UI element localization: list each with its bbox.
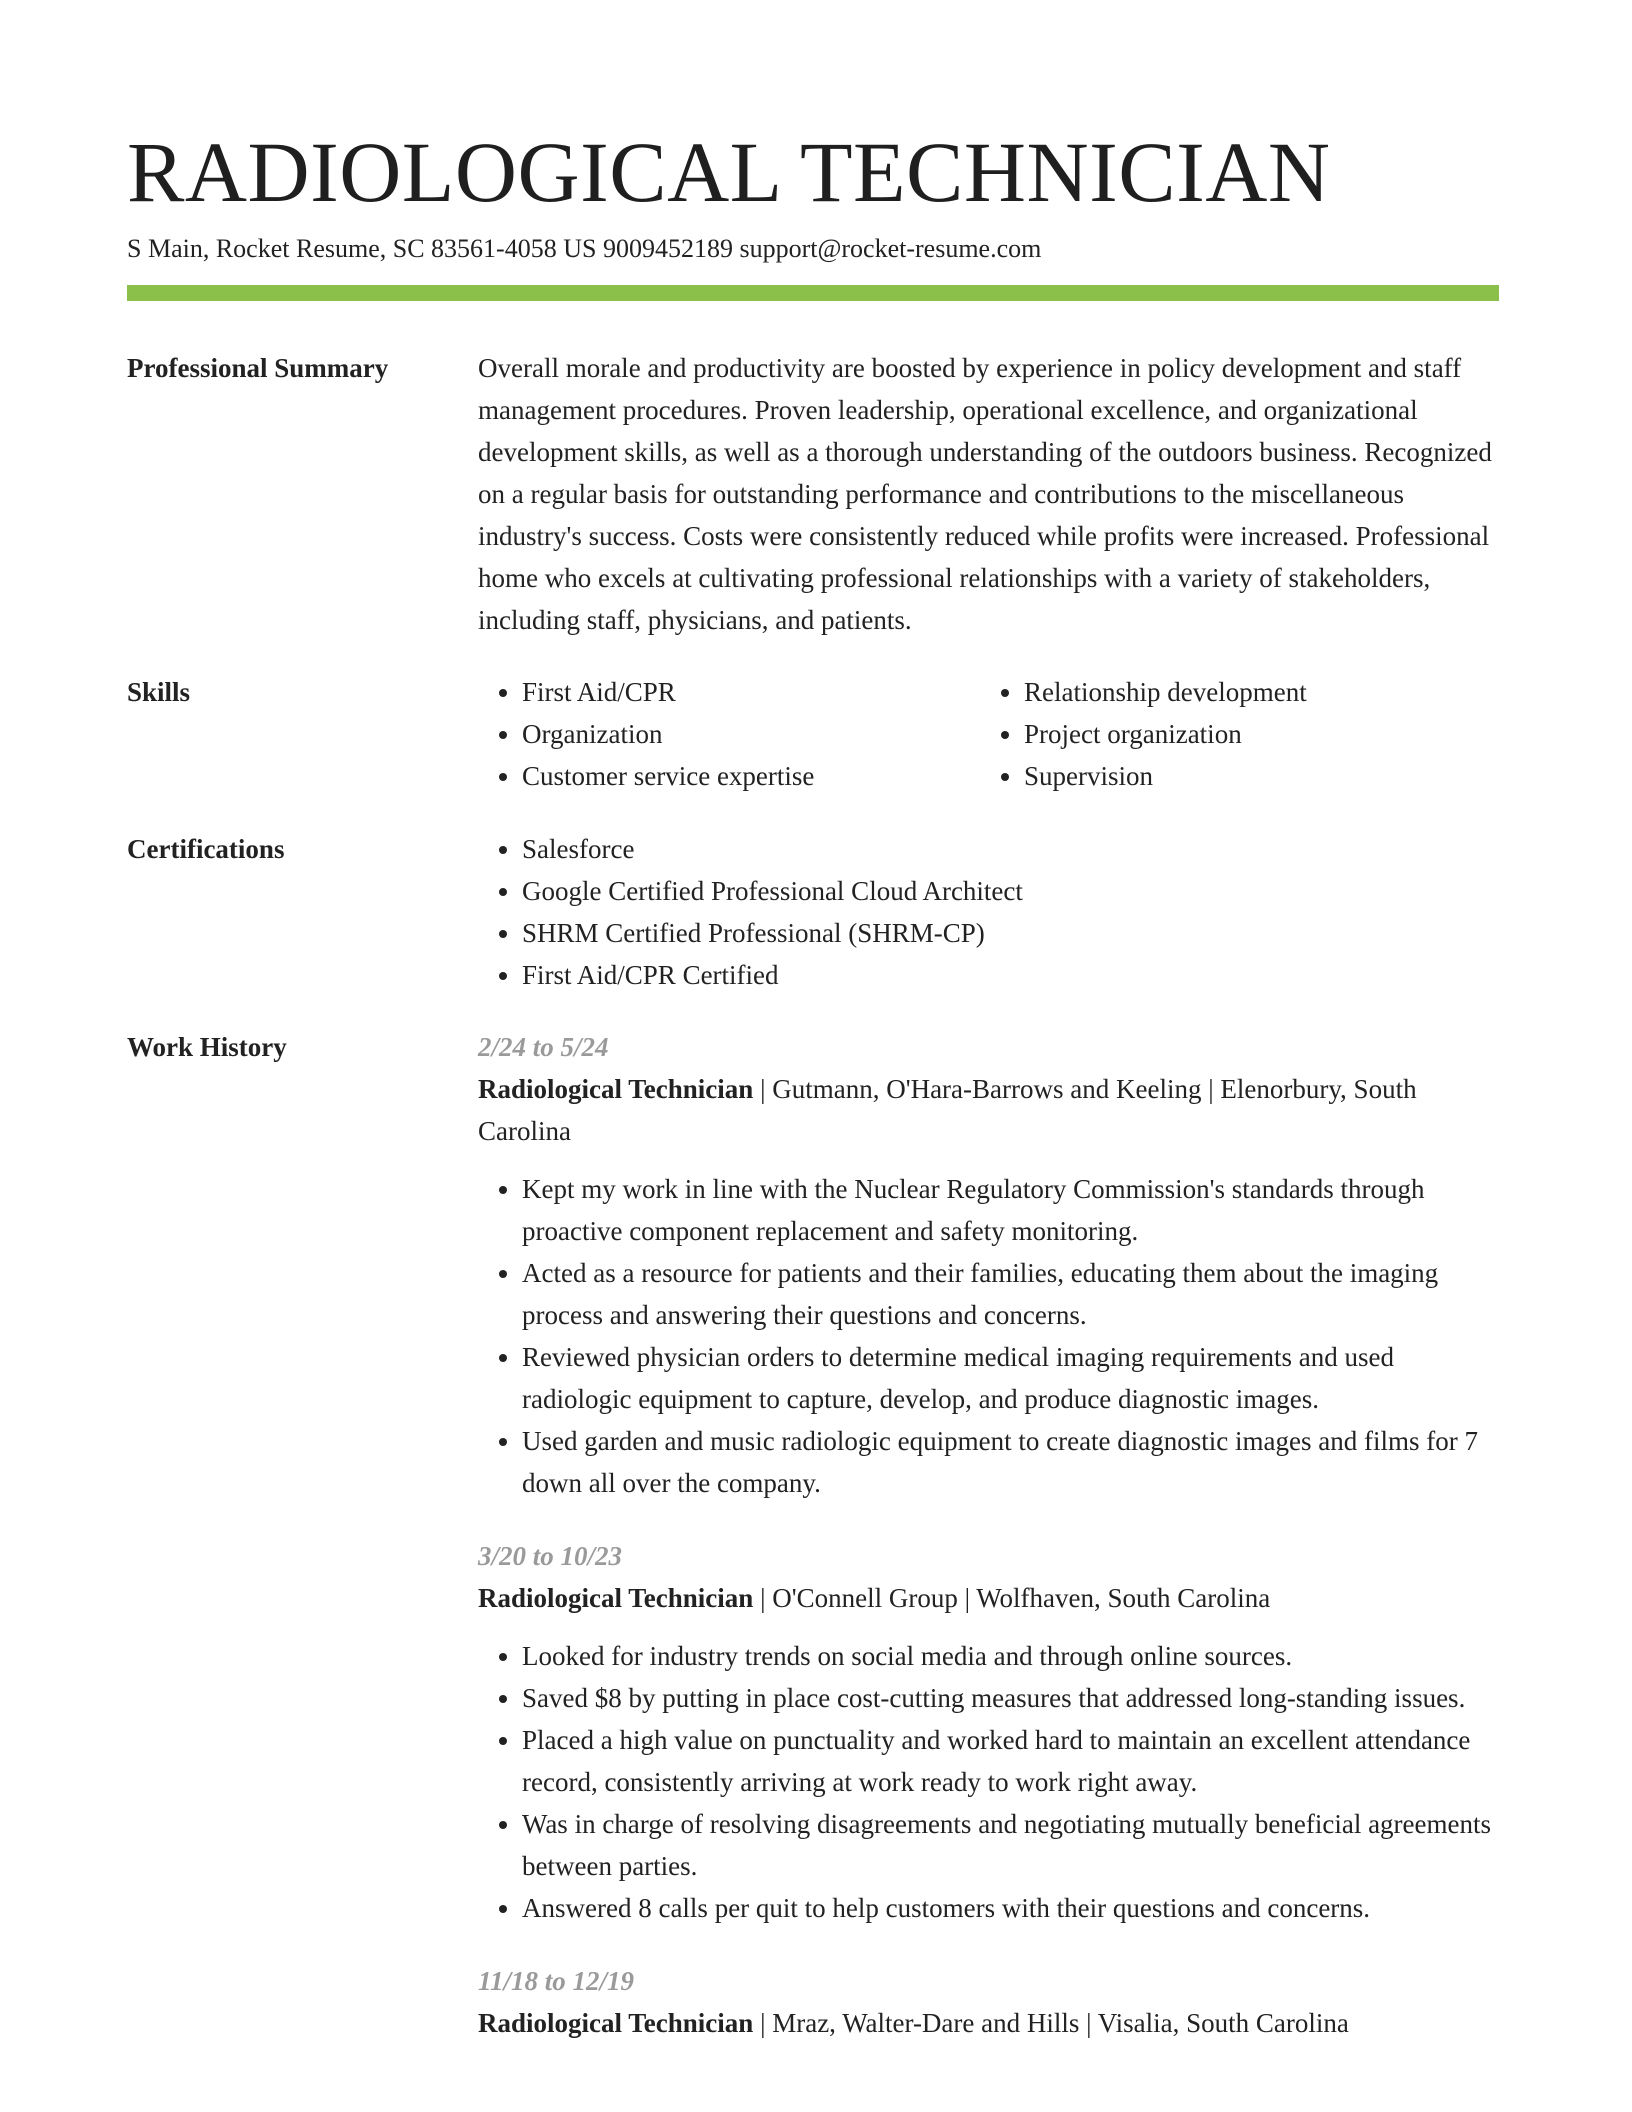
skills-grid — [478, 671, 1499, 797]
skill-item: • Customer service expertise — [522, 755, 980, 797]
job-bullet: • Saved $8 by putting in place cost-cutting measures that addressed long-standing issues. — [522, 1677, 1499, 1719]
job-bullet: • Acted as a resource for patients and their families, educating them about the imaging process and answering their questions and concerns. — [522, 1252, 1499, 1336]
job-title-line — [478, 1577, 1499, 1619]
work-history-body — [478, 1026, 1499, 2075]
skill-item: • Supervision — [1024, 755, 1482, 797]
job-entry — [478, 1960, 1499, 2044]
job-bullet: • Placed a high value on punctuality and worked hard to maintain an excellent attendance record, consistently arriving at work ready to work right away. — [522, 1719, 1499, 1803]
job-bullet: • Kept my work in line with the Nuclear Regulatory Commission's standards through proactive component replacement and safety monitoring. — [522, 1168, 1499, 1252]
job-bullet: • Reviewed physician orders to determine medical imaging requirements and used radiologic equipment to capture, develop, and produce diagnostic images. — [522, 1336, 1499, 1420]
skill-item: • Relationship development — [1024, 671, 1482, 713]
job-role: Radiological Technician — [478, 2008, 754, 2038]
section-label-certifications: Certifications — [127, 834, 285, 864]
certification-item: • Salesforce — [522, 828, 1499, 870]
certification-item: • First Aid/CPR Certified — [522, 954, 1499, 996]
job-dates: 2/24 to 5/24 — [478, 1032, 609, 1062]
skill-item: • First Aid/CPR — [522, 671, 980, 713]
certifications-section — [127, 828, 1499, 996]
job-details: | Mraz, Walter-Dare and Hills | Visalia, South Carolina — [753, 2008, 1349, 2038]
contact-line: S Main, Rocket Resume, SC 83561-4058 US 9009452189 support@rocket-resume.com — [127, 234, 1042, 263]
job-title-line — [478, 2002, 1499, 2044]
job-bullet: • Answered 8 calls per quit to help customers with their questions and concerns. — [522, 1887, 1499, 1929]
job-entry — [478, 1535, 1499, 1929]
job-details: | Gutmann, O'Hara-Barrows and Keeling | Elenorbury, South Carolina — [478, 1074, 1417, 1146]
job-dates: 11/18 to 12/19 — [478, 1966, 635, 1996]
resume-page — [127, 122, 1499, 2075]
resume-title: RADIOLOGICAL TECHNICIAN — [127, 124, 1331, 220]
section-label-summary: Professional Summary — [127, 353, 389, 383]
job-bullet: • Was in charge of resolving disagreements and negotiating mutually beneficial agreements between parties. — [522, 1803, 1499, 1887]
summary-section — [127, 347, 1499, 641]
job-title-line — [478, 1068, 1499, 1152]
skills-section — [127, 671, 1499, 797]
job-dates: 3/20 to 10/23 — [478, 1541, 623, 1571]
job-role: Radiological Technician — [478, 1583, 754, 1613]
section-label-work-history: Work History — [127, 1032, 287, 1062]
summary-text: Overall morale and productivity are boosted by experience in policy development and staff management procedures. Proven leadership, operational excellence, and organizational development skills, as well as a thorough understanding of the outdoors business. Recognized on a regular basis for outstanding performance and contributions to the miscellaneous industry's success. Costs were consistently reduced while profits were increased. Professional home who excels at cultivating professional relationships with a variety of stakeholders, including staff, physicians, and patients. — [478, 353, 1492, 635]
section-label-skills: Skills — [127, 677, 191, 707]
job-bullet: • Looked for industry trends on social media and through online sources. — [522, 1635, 1499, 1677]
certification-item: • SHRM Certified Professional (SHRM-CP) — [522, 912, 1499, 954]
skill-item: • Project organization — [1024, 713, 1482, 755]
skills-list-right — [980, 671, 1482, 797]
job-bullet: • Used garden and music radiologic equipment to create diagnostic images and films for 7 down all over the company. — [522, 1420, 1499, 1504]
job-role: Radiological Technician — [478, 1074, 754, 1104]
accent-divider — [127, 285, 1499, 301]
skill-item: • Organization — [522, 713, 980, 755]
certifications-list — [478, 828, 1499, 996]
job-entry — [478, 1026, 1499, 1504]
work-history-section — [127, 1026, 1499, 2075]
job-details: | O'Connell Group | Wolfhaven, South Carolina — [753, 1583, 1271, 1613]
job-bullets — [478, 1635, 1499, 1929]
job-bullets — [478, 1168, 1499, 1504]
certification-item: • Google Certified Professional Cloud Architect — [522, 870, 1499, 912]
skills-list-left — [478, 671, 980, 797]
